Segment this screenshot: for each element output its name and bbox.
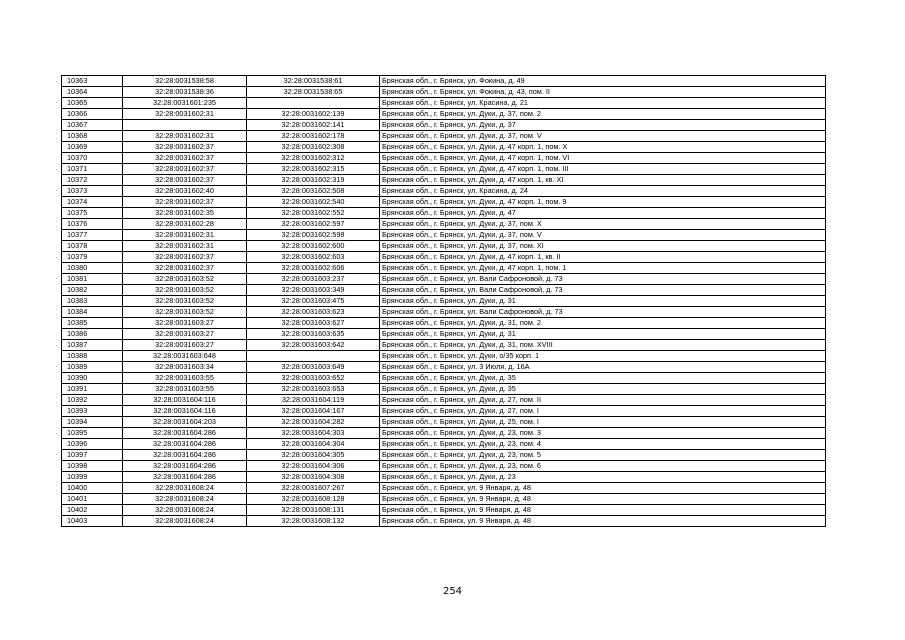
parent-cadastral-number-cell bbox=[123, 120, 247, 131]
address-cell: Брянская обл., г. Брянск, ул. Вали Сафроновой, д. 73 bbox=[380, 307, 826, 318]
address-cell: Брянская обл., г. Брянск, ул. Дуки, д. 23, пом. 4 bbox=[380, 439, 826, 450]
address-cell: Брянская обл., г. Брянск, ул. Дуки, д. 31, пом. XVIII bbox=[380, 340, 826, 351]
parent-cadastral-number-cell: 32:28:0031604:203 bbox=[123, 417, 247, 428]
row-number-cell: 10383 bbox=[62, 296, 123, 307]
table-row bbox=[62, 219, 826, 230]
parent-cadastral-number-cell: 32:28:0031602:31 bbox=[123, 241, 247, 252]
cadastral-number-cell: 32:28:0031602:508 bbox=[247, 186, 380, 197]
row-number-cell: 10393 bbox=[62, 406, 123, 417]
parent-cadastral-number-cell: 32:28:0031608:24 bbox=[123, 505, 247, 516]
table-row bbox=[62, 252, 826, 263]
parent-cadastral-number-cell: 32:28:0031602:37 bbox=[123, 142, 247, 153]
address-cell: Брянская обл., г. Брянск, ул. Дуки, д. 31, пом. 2 bbox=[380, 318, 826, 329]
cadastral-number-cell: 32:28:0031604:304 bbox=[247, 439, 380, 450]
address-cell: Брянская обл., г. Брянск, ул. Дуки, д. 37, пом. XI bbox=[380, 241, 826, 252]
cadastral-number-cell: 32:28:0031602:319 bbox=[247, 175, 380, 186]
address-cell: Брянская обл., г. Брянск, ул. Дуки, д. 37 bbox=[380, 120, 826, 131]
parent-cadastral-number-cell: 32:28:0031603:55 bbox=[123, 373, 247, 384]
row-number-cell: 10376 bbox=[62, 219, 123, 230]
cadastral-number-cell: 32:28:0031607:267 bbox=[247, 483, 380, 494]
row-number-cell: 10387 bbox=[62, 340, 123, 351]
parent-cadastral-number-cell: 32:28:0031604:286 bbox=[123, 461, 247, 472]
parent-cadastral-number-cell: 32:28:0031602:37 bbox=[123, 164, 247, 175]
row-number-cell: 10391 bbox=[62, 384, 123, 395]
row-number-cell: 10385 bbox=[62, 318, 123, 329]
row-number-cell: 10396 bbox=[62, 439, 123, 450]
table-row bbox=[62, 461, 826, 472]
cadastral-number-cell bbox=[247, 351, 380, 362]
address-cell: Брянская обл., г. Брянск, ул. Дуки, д. 27, пом. I bbox=[380, 406, 826, 417]
parent-cadastral-number-cell: 32:28:0031604:286 bbox=[123, 439, 247, 450]
parent-cadastral-number-cell: 32:28:0031602:28 bbox=[123, 219, 247, 230]
address-cell: Брянская обл., г. Брянск, ул. 9 Января, д. 48 bbox=[380, 505, 826, 516]
parent-cadastral-number-cell: 32:28:0031604:116 bbox=[123, 406, 247, 417]
parent-cadastral-number-cell: 32:28:0031602:37 bbox=[123, 175, 247, 186]
address-cell: Брянская обл., г. Брянск, ул. Дуки, д. 47 корп. 1, пом. III bbox=[380, 164, 826, 175]
parent-cadastral-number-cell: 32:28:0031603:27 bbox=[123, 318, 247, 329]
parent-cadastral-number-cell: 32:28:0031603:52 bbox=[123, 307, 247, 318]
parent-cadastral-number-cell: 32:28:0031602:31 bbox=[123, 230, 247, 241]
row-number-cell: 10367 bbox=[62, 120, 123, 131]
row-number-cell: 10375 bbox=[62, 208, 123, 219]
address-cell: Брянская обл., г. Брянск, ул. Дуки, д. 37, пом. 2 bbox=[380, 109, 826, 120]
table-row bbox=[62, 164, 826, 175]
address-cell: Брянская обл., г. Брянск, ул. Дуки, д. 27, пом. II bbox=[380, 395, 826, 406]
address-cell: Брянская обл., г. Брянск, ул. Дуки, д. 31 bbox=[380, 329, 826, 340]
row-number-cell: 10374 bbox=[62, 197, 123, 208]
address-cell: Брянская обл., г. Брянск, ул. Дуки, д. 47 корп. 1, пом. VI bbox=[380, 153, 826, 164]
row-number-cell: 10380 bbox=[62, 263, 123, 274]
cadastral-number-cell: 32:28:0031602:598 bbox=[247, 230, 380, 241]
cadastral-number-cell: 32:28:0031608:132 bbox=[247, 516, 380, 527]
address-cell: Брянская обл., г. Брянск, ул. Дуки, д. 37, пом. X bbox=[380, 219, 826, 230]
parent-cadastral-number-cell: 32:28:0031604:286 bbox=[123, 450, 247, 461]
address-cell: Брянская обл., г. Брянск, ул. Дуки, д. 47 корп. 1, пом. 9 bbox=[380, 197, 826, 208]
cadastral-number-cell: 32:28:0031538:61 bbox=[247, 76, 380, 87]
table-row bbox=[62, 274, 826, 285]
cadastral-number-cell: 32:28:0031602:141 bbox=[247, 120, 380, 131]
address-cell: Брянская обл., г. Брянск, ул. Фокина, д. 43, пом. II bbox=[380, 87, 826, 98]
address-cell: Брянская обл., г. Брянск, ул. 9 Января, д. 48 bbox=[380, 483, 826, 494]
row-number-cell: 10366 bbox=[62, 109, 123, 120]
parent-cadastral-number-cell: 32:28:0031608:24 bbox=[123, 516, 247, 527]
address-cell: Брянская обл., г. Брянск, ул. Красина, д. 24 bbox=[380, 186, 826, 197]
parent-cadastral-number-cell: 32:28:0031602:40 bbox=[123, 186, 247, 197]
parent-cadastral-number-cell: 32:28:0031538:58 bbox=[123, 76, 247, 87]
row-number-cell: 10399 bbox=[62, 472, 123, 483]
table-row bbox=[62, 87, 826, 98]
parent-cadastral-number-cell: 32:28:0031603:34 bbox=[123, 362, 247, 373]
parent-cadastral-number-cell: 32:28:0031603:27 bbox=[123, 340, 247, 351]
cadastral-number-cell: 32:28:0031602:603 bbox=[247, 252, 380, 263]
cadastral-number-cell: 32:28:0031604:308 bbox=[247, 472, 380, 483]
address-cell: Брянская обл., г. Брянск, ул. Вали Сафроновой, д. 73 bbox=[380, 274, 826, 285]
cadastral-number-cell: 32:28:0031604:167 bbox=[247, 406, 380, 417]
cadastral-number-cell: 32:28:0031602:312 bbox=[247, 153, 380, 164]
table-row bbox=[62, 417, 826, 428]
parent-cadastral-number-cell: 32:28:0031538:36 bbox=[123, 87, 247, 98]
row-number-cell: 10394 bbox=[62, 417, 123, 428]
cadastral-number-cell: 32:28:0031602:552 bbox=[247, 208, 380, 219]
address-cell: Брянская обл., г. Брянск, ул. Дуки, д. 47 корп. 1, пом. 1 bbox=[380, 263, 826, 274]
cadastral-table bbox=[61, 75, 826, 527]
table-row bbox=[62, 329, 826, 340]
table-row bbox=[62, 307, 826, 318]
address-cell: Брянская обл., г. Брянск, ул. Дуки, о/35 корп. 1 bbox=[380, 351, 826, 362]
cadastral-number-cell: 32:28:0031603:635 bbox=[247, 329, 380, 340]
table-row bbox=[62, 153, 826, 164]
table-row bbox=[62, 197, 826, 208]
parent-cadastral-number-cell: 32:28:0031608:24 bbox=[123, 483, 247, 494]
parent-cadastral-number-cell: 32:28:0031603:52 bbox=[123, 274, 247, 285]
parent-cadastral-number-cell: 32:28:0031601:235 bbox=[123, 98, 247, 109]
table-row bbox=[62, 241, 826, 252]
address-cell: Брянская обл., г. Брянск, ул. 9 Января, д. 48 bbox=[380, 494, 826, 505]
table-row bbox=[62, 175, 826, 186]
cadastral-number-cell: 32:28:0031602:597 bbox=[247, 219, 380, 230]
row-number-cell: 10392 bbox=[62, 395, 123, 406]
cadastral-number-cell: 32:28:0031603:652 bbox=[247, 373, 380, 384]
parent-cadastral-number-cell: 32:28:0031602:37 bbox=[123, 197, 247, 208]
parent-cadastral-number-cell: 32:28:0031602:37 bbox=[123, 263, 247, 274]
table-row bbox=[62, 351, 826, 362]
address-cell: Брянская обл., г. Брянск, ул. Дуки, д. 47 корп. 1, кв. II bbox=[380, 252, 826, 263]
row-number-cell: 10372 bbox=[62, 175, 123, 186]
cadastral-number-cell: 32:28:0031602:606 bbox=[247, 263, 380, 274]
cadastral-number-cell: 32:28:0031602:308 bbox=[247, 142, 380, 153]
table-row bbox=[62, 450, 826, 461]
row-number-cell: 10369 bbox=[62, 142, 123, 153]
row-number-cell: 10403 bbox=[62, 516, 123, 527]
row-number-cell: 10395 bbox=[62, 428, 123, 439]
table-row bbox=[62, 406, 826, 417]
table-row bbox=[62, 384, 826, 395]
table-row bbox=[62, 494, 826, 505]
address-cell: Брянская обл., г. Брянск, ул. Дуки, д. 23, пом. 5 bbox=[380, 450, 826, 461]
cadastral-number-cell: 32:28:0031604:306 bbox=[247, 461, 380, 472]
parent-cadastral-number-cell: 32:28:0031604:286 bbox=[123, 428, 247, 439]
table-row bbox=[62, 373, 826, 384]
row-number-cell: 10397 bbox=[62, 450, 123, 461]
table-row bbox=[62, 483, 826, 494]
row-number-cell: 10386 bbox=[62, 329, 123, 340]
cadastral-number-cell: 32:28:0031603:653 bbox=[247, 384, 380, 395]
table-row bbox=[62, 208, 826, 219]
row-number-cell: 10390 bbox=[62, 373, 123, 384]
cadastral-number-cell: 32:28:0031603:642 bbox=[247, 340, 380, 351]
row-number-cell: 10400 bbox=[62, 483, 123, 494]
row-number-cell: 10402 bbox=[62, 505, 123, 516]
table-row bbox=[62, 428, 826, 439]
parent-cadastral-number-cell: 32:28:0031602:31 bbox=[123, 109, 247, 120]
parent-cadastral-number-cell: 32:28:0031603:55 bbox=[123, 384, 247, 395]
parent-cadastral-number-cell: 32:28:0031604:286 bbox=[123, 472, 247, 483]
cadastral-number-cell: 32:28:0031604:282 bbox=[247, 417, 380, 428]
table-row bbox=[62, 516, 826, 527]
row-number-cell: 10384 bbox=[62, 307, 123, 318]
table-row bbox=[62, 296, 826, 307]
cadastral-number-cell: 32:28:0031538:65 bbox=[247, 87, 380, 98]
row-number-cell: 10398 bbox=[62, 461, 123, 472]
row-number-cell: 10401 bbox=[62, 494, 123, 505]
table-row bbox=[62, 285, 826, 296]
cadastral-number-cell: 32:28:0031603:623 bbox=[247, 307, 380, 318]
row-number-cell: 10365 bbox=[62, 98, 123, 109]
table-row bbox=[62, 76, 826, 87]
row-number-cell: 10381 bbox=[62, 274, 123, 285]
parent-cadastral-number-cell: 32:28:0031608:24 bbox=[123, 494, 247, 505]
address-cell: Брянская обл., г. Брянск, ул. Дуки, д. 47 корп. 1, пом. X bbox=[380, 142, 826, 153]
row-number-cell: 10371 bbox=[62, 164, 123, 175]
parent-cadastral-number-cell: 32:28:0031603:648 bbox=[123, 351, 247, 362]
cadastral-number-cell: 32:28:0031608:128 bbox=[247, 494, 380, 505]
row-number-cell: 10377 bbox=[62, 230, 123, 241]
address-cell: Брянская обл., г. Брянск, ул. Дуки, д. 47 bbox=[380, 208, 826, 219]
cadastral-number-cell: 32:28:0031602:178 bbox=[247, 131, 380, 142]
parent-cadastral-number-cell: 32:28:0031602:37 bbox=[123, 252, 247, 263]
parent-cadastral-number-cell: 32:28:0031602:35 bbox=[123, 208, 247, 219]
page-number: 254 bbox=[442, 586, 463, 597]
cadastral-number-cell: 32:28:0031603:627 bbox=[247, 318, 380, 329]
table-row bbox=[62, 472, 826, 483]
table-row bbox=[62, 98, 826, 109]
table-row bbox=[62, 340, 826, 351]
row-number-cell: 10388 bbox=[62, 351, 123, 362]
parent-cadastral-number-cell: 32:28:0031603:52 bbox=[123, 285, 247, 296]
cadastral-number-cell: 32:28:0031604:303 bbox=[247, 428, 380, 439]
address-cell: Брянская обл., г. Брянск, ул. Дуки, д. 37, пом. V bbox=[380, 230, 826, 241]
table-body bbox=[62, 76, 826, 527]
address-cell: Брянская обл., г. Брянск, ул. Красина, д. 21 bbox=[380, 98, 826, 109]
table-row bbox=[62, 395, 826, 406]
row-number-cell: 10378 bbox=[62, 241, 123, 252]
table-row bbox=[62, 263, 826, 274]
cadastral-number-cell bbox=[247, 98, 380, 109]
cadastral-number-cell: 32:28:0031603:237 bbox=[247, 274, 380, 285]
row-number-cell: 10379 bbox=[62, 252, 123, 263]
cadastral-number-cell: 32:28:0031602:139 bbox=[247, 109, 380, 120]
row-number-cell: 10368 bbox=[62, 131, 123, 142]
table-row bbox=[62, 120, 826, 131]
row-number-cell: 10389 bbox=[62, 362, 123, 373]
address-cell: Брянская обл., г. Брянск, ул. Дуки, д. 23, пом. 6 bbox=[380, 461, 826, 472]
parent-cadastral-number-cell: 32:28:0031603:52 bbox=[123, 296, 247, 307]
address-cell: Брянская обл., г. Брянск, ул. Фокина, д. 49 bbox=[380, 76, 826, 87]
cadastral-number-cell: 32:28:0031608:131 bbox=[247, 505, 380, 516]
address-cell: Брянская обл., г. Брянск, ул. Дуки, д. 35 bbox=[380, 384, 826, 395]
row-number-cell: 10370 bbox=[62, 153, 123, 164]
address-cell: Брянская обл., г. Брянск, ул. 9 Января, д. 48 bbox=[380, 516, 826, 527]
row-number-cell: 10364 bbox=[62, 87, 123, 98]
cadastral-number-cell: 32:28:0031603:649 bbox=[247, 362, 380, 373]
address-cell: Брянская обл., г. Брянск, ул. Дуки, д. 37, пом. V bbox=[380, 131, 826, 142]
table-row bbox=[62, 439, 826, 450]
address-cell: Брянская обл., г. Брянск, ул. Дуки, д. 23, пом. 3 bbox=[380, 428, 826, 439]
parent-cadastral-number-cell: 32:28:0031602:31 bbox=[123, 131, 247, 142]
address-cell: Брянская обл., г. Брянск, ул. 3 Июля, д. 16А bbox=[380, 362, 826, 373]
table-row bbox=[62, 109, 826, 120]
table-row bbox=[62, 230, 826, 241]
parent-cadastral-number-cell: 32:28:0031602:37 bbox=[123, 153, 247, 164]
table-row bbox=[62, 362, 826, 373]
table-row bbox=[62, 142, 826, 153]
parent-cadastral-number-cell: 32:28:0031604:116 bbox=[123, 395, 247, 406]
cadastral-number-cell: 32:28:0031604:119 bbox=[247, 395, 380, 406]
cadastral-number-cell: 32:28:0031602:315 bbox=[247, 164, 380, 175]
cadastral-number-cell: 32:28:0031602:600 bbox=[247, 241, 380, 252]
row-number-cell: 10373 bbox=[62, 186, 123, 197]
address-cell: Брянская обл., г. Брянск, ул. Дуки, д. 47 корп. 1, кв. XI bbox=[380, 175, 826, 186]
address-cell: Брянская обл., г. Брянск, ул. Вали Сафроновой, д. 73 bbox=[380, 285, 826, 296]
table-row bbox=[62, 505, 826, 516]
cadastral-number-cell: 32:28:0031603:475 bbox=[247, 296, 380, 307]
address-cell: Брянская обл., г. Брянск, ул. Дуки, д. 23 bbox=[380, 472, 826, 483]
cadastral-number-cell: 32:28:0031603:349 bbox=[247, 285, 380, 296]
table-row bbox=[62, 318, 826, 329]
row-number-cell: 10363 bbox=[62, 76, 123, 87]
row-number-cell: 10382 bbox=[62, 285, 123, 296]
parent-cadastral-number-cell: 32:28:0031603:27 bbox=[123, 329, 247, 340]
cadastral-number-cell: 32:28:0031604:305 bbox=[247, 450, 380, 461]
address-cell: Брянская обл., г. Брянск, ул. Дуки, д. 35 bbox=[380, 373, 826, 384]
table-row bbox=[62, 131, 826, 142]
cadastral-number-cell: 32:28:0031602:540 bbox=[247, 197, 380, 208]
table-row bbox=[62, 186, 826, 197]
address-cell: Брянская обл., г. Брянск, ул. Дуки, д. 31 bbox=[380, 296, 826, 307]
address-cell: Брянская обл., г. Брянск, ул. Дуки, д. 25, пом. I bbox=[380, 417, 826, 428]
